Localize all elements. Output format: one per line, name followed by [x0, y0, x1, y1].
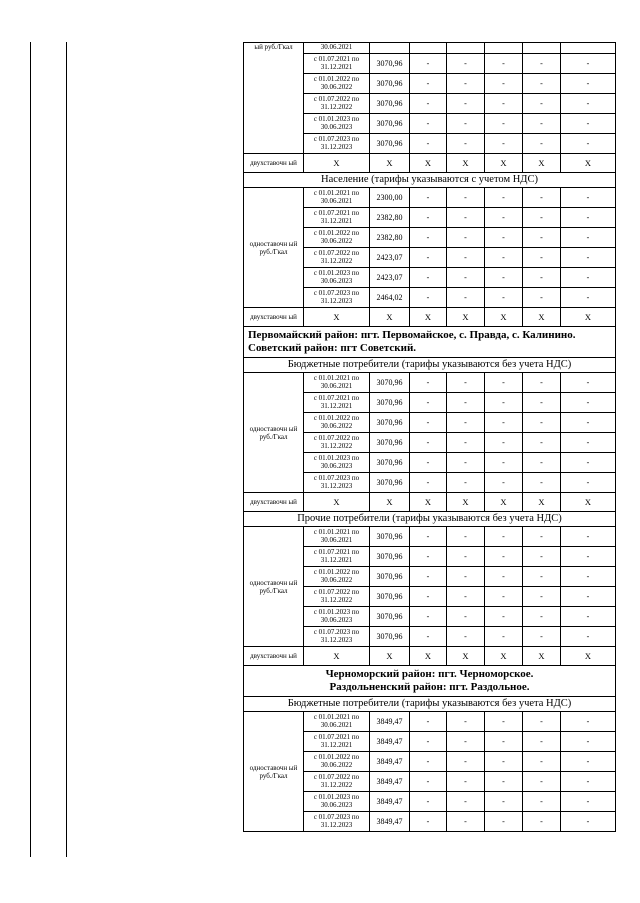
tariff-table	[243, 42, 616, 832]
empty-value-cell: -	[485, 208, 523, 228]
tariff-value-cell: 2423,07	[370, 268, 410, 288]
empty-value-cell: -	[523, 792, 561, 812]
two-rate-row	[244, 308, 616, 327]
empty-value-cell: -	[523, 473, 561, 493]
empty-value-cell: -	[410, 288, 447, 308]
tariff-value-cell: 2423,07	[370, 248, 410, 268]
empty-value-cell: -	[485, 228, 523, 248]
not-applicable-cell: X	[523, 493, 561, 512]
empty-value-cell: -	[447, 134, 485, 154]
empty-value-cell: -	[410, 587, 447, 607]
period-cell: с 01.07.2022 по 31.12.2022	[304, 94, 370, 114]
empty-value-cell: -	[523, 268, 561, 288]
tariff-value-cell: 3070,96	[370, 413, 410, 433]
period-cell: с 01.01.2023 по 30.06.2023	[304, 268, 370, 288]
tariff-value-cell: 3849,47	[370, 772, 410, 792]
not-applicable-cell: X	[447, 154, 485, 173]
district-line: Черноморский район: пгт. Черноморское.	[325, 668, 534, 680]
empty-value-cell: -	[561, 732, 616, 752]
empty-value-cell: -	[485, 288, 523, 308]
not-applicable-cell: X	[561, 647, 616, 666]
empty-value-cell: -	[561, 74, 616, 94]
empty-value-cell: -	[561, 268, 616, 288]
empty-value-cell: -	[410, 712, 447, 732]
not-applicable-cell: X	[561, 308, 616, 327]
not-applicable-cell: X	[304, 154, 370, 173]
empty-value-cell: -	[485, 54, 523, 74]
tariff-value-cell: 3070,96	[370, 473, 410, 493]
empty-value-cell: -	[561, 54, 616, 74]
tariff-table-body	[244, 43, 616, 832]
empty-value-cell: -	[523, 248, 561, 268]
empty-value-cell: -	[561, 772, 616, 792]
empty-value-cell: -	[485, 134, 523, 154]
period-cell: с 01.07.2023 по 31.12.2023	[304, 473, 370, 493]
empty-value-cell: -	[561, 473, 616, 493]
not-applicable-cell: X	[370, 647, 410, 666]
tariff-type-cell: одноставочн ый руб./Гкал	[244, 527, 304, 647]
tariff-value-cell: 3849,47	[370, 752, 410, 772]
empty-value-cell: -	[485, 732, 523, 752]
tariff-value-cell: 3070,96	[370, 527, 410, 547]
consumer-group-header: Бюджетные потребители (тарифы указываются без учета НДС)	[244, 358, 616, 373]
empty-value-cell: -	[523, 587, 561, 607]
empty-value-cell: -	[485, 453, 523, 473]
period-cell: с 01.07.2021 по 31.12.2021	[304, 547, 370, 567]
empty-value-cell: -	[485, 812, 523, 832]
period-cell: с 01.01.2021 по 30.06.2021	[304, 527, 370, 547]
empty-value-cell: -	[523, 812, 561, 832]
table-row	[244, 712, 616, 732]
period-cell: 30.06.2021	[304, 43, 370, 54]
two-rate-row	[244, 647, 616, 666]
empty-value-cell: -	[485, 792, 523, 812]
not-applicable-cell: X	[410, 308, 447, 327]
tariff-value-cell: 3070,96	[370, 54, 410, 74]
empty-value-cell: -	[410, 373, 447, 393]
empty-value-cell: -	[561, 288, 616, 308]
empty-value-cell: -	[447, 527, 485, 547]
empty-value-cell: -	[447, 772, 485, 792]
empty-value-cell: -	[410, 74, 447, 94]
period-cell: с 01.07.2022 по 31.12.2022	[304, 587, 370, 607]
consumer-group-row	[244, 173, 616, 188]
empty-value-cell: -	[485, 567, 523, 587]
empty-value-cell: -	[523, 188, 561, 208]
period-cell: с 01.01.2022 по 30.06.2022	[304, 567, 370, 587]
tariff-value-cell	[370, 43, 410, 54]
empty-value-cell: -	[523, 433, 561, 453]
empty-value-cell: -	[410, 627, 447, 647]
tariff-value-cell: 3070,96	[370, 393, 410, 413]
tariff-type-cell: двухставочн ый	[244, 308, 304, 327]
empty-value-cell: -	[561, 188, 616, 208]
empty-value-cell: -	[561, 433, 616, 453]
period-cell: с 01.07.2022 по 31.12.2022	[304, 433, 370, 453]
empty-value-cell: -	[523, 74, 561, 94]
empty-value-cell: -	[523, 712, 561, 732]
empty-value-cell: -	[410, 393, 447, 413]
empty-value-cell: -	[561, 567, 616, 587]
not-applicable-cell: X	[447, 647, 485, 666]
not-applicable-cell: X	[485, 493, 523, 512]
tariff-value-cell: 3849,47	[370, 792, 410, 812]
consumer-group-row	[244, 358, 616, 373]
consumer-group-row	[244, 697, 616, 712]
empty-value-cell: -	[561, 413, 616, 433]
tariff-type-cell: ый руб./Гкал	[244, 43, 304, 154]
empty-value-cell: -	[447, 413, 485, 433]
empty-value-cell: -	[561, 627, 616, 647]
tariff-type-cell: одноставочн ый руб./Гкал	[244, 373, 304, 493]
empty-value-cell	[410, 43, 447, 54]
empty-value-cell: -	[561, 134, 616, 154]
empty-value-cell: -	[447, 547, 485, 567]
empty-value-cell: -	[485, 712, 523, 732]
tariff-value-cell: 3070,96	[370, 547, 410, 567]
empty-value-cell: -	[410, 433, 447, 453]
empty-value-cell: -	[447, 712, 485, 732]
empty-value-cell: -	[523, 752, 561, 772]
empty-value-cell: -	[561, 547, 616, 567]
tariff-value-cell: 3070,96	[370, 373, 410, 393]
not-applicable-cell: X	[447, 493, 485, 512]
empty-value-cell: -	[447, 268, 485, 288]
empty-value-cell: -	[447, 732, 485, 752]
empty-value-cell: -	[523, 228, 561, 248]
not-applicable-cell: X	[370, 493, 410, 512]
two-rate-row	[244, 154, 616, 173]
not-applicable-cell: X	[304, 493, 370, 512]
not-applicable-cell: X	[304, 308, 370, 327]
empty-value-cell: -	[447, 453, 485, 473]
empty-value-cell: -	[447, 812, 485, 832]
empty-value-cell: -	[447, 473, 485, 493]
empty-value-cell: -	[523, 54, 561, 74]
empty-value-cell: -	[410, 188, 447, 208]
empty-value-cell: -	[447, 248, 485, 268]
empty-value-cell: -	[561, 114, 616, 134]
empty-value-cell: -	[485, 413, 523, 433]
tariff-value-cell: 3070,96	[370, 114, 410, 134]
period-cell: с 01.01.2023 по 30.06.2023	[304, 607, 370, 627]
empty-value-cell: -	[561, 228, 616, 248]
empty-value-cell: -	[410, 752, 447, 772]
tariff-type-cell: одноставочн ый руб./Гкал	[244, 188, 304, 308]
empty-value-cell: -	[523, 732, 561, 752]
empty-value-cell: -	[523, 772, 561, 792]
empty-value-cell: -	[561, 607, 616, 627]
empty-value-cell: -	[410, 228, 447, 248]
empty-value-cell: -	[447, 94, 485, 114]
empty-value-cell: -	[410, 812, 447, 832]
period-cell: с 01.07.2023 по 31.12.2023	[304, 627, 370, 647]
tariff-value-cell: 2382,80	[370, 228, 410, 248]
not-applicable-cell: X	[410, 647, 447, 666]
period-cell: с 01.07.2021 по 31.12.2021	[304, 54, 370, 74]
empty-value-cell: -	[410, 114, 447, 134]
table-row	[244, 188, 616, 208]
empty-value-cell: -	[447, 114, 485, 134]
district-line: Раздольненский район: пгт. Раздольное.	[329, 681, 530, 693]
empty-value-cell: -	[523, 373, 561, 393]
not-applicable-cell: X	[523, 647, 561, 666]
empty-value-cell: -	[485, 248, 523, 268]
empty-value-cell: -	[523, 607, 561, 627]
empty-value-cell	[485, 43, 523, 54]
tariff-value-cell: 3849,47	[370, 812, 410, 832]
tariff-value-cell: 3070,96	[370, 453, 410, 473]
not-applicable-cell: X	[370, 308, 410, 327]
not-applicable-cell: X	[485, 154, 523, 173]
period-cell: с 01.01.2021 по 30.06.2021	[304, 373, 370, 393]
empty-value-cell: -	[523, 527, 561, 547]
empty-value-cell: -	[561, 527, 616, 547]
district-line: Советский район: пгт Советский.	[248, 342, 417, 354]
empty-value-cell: -	[410, 248, 447, 268]
period-cell: с 01.01.2023 по 30.06.2023	[304, 453, 370, 473]
tariff-value-cell: 3070,96	[370, 74, 410, 94]
two-rate-row	[244, 493, 616, 512]
empty-value-cell: -	[447, 587, 485, 607]
empty-value-cell: -	[447, 74, 485, 94]
empty-value-cell: -	[523, 547, 561, 567]
empty-value-cell: -	[410, 453, 447, 473]
empty-value-cell: -	[485, 433, 523, 453]
not-applicable-cell: X	[523, 154, 561, 173]
empty-value-cell: -	[523, 208, 561, 228]
empty-value-cell: -	[447, 228, 485, 248]
not-applicable-cell: X	[561, 154, 616, 173]
empty-value-cell: -	[561, 94, 616, 114]
empty-value-cell: -	[523, 393, 561, 413]
period-cell: с 01.01.2022 по 30.06.2022	[304, 752, 370, 772]
tariff-value-cell: 3070,96	[370, 567, 410, 587]
period-cell: с 01.07.2023 по 31.12.2023	[304, 288, 370, 308]
period-cell: с 01.07.2022 по 31.12.2022	[304, 248, 370, 268]
period-cell: с 01.01.2021 по 30.06.2021	[304, 188, 370, 208]
empty-value-cell: -	[485, 94, 523, 114]
empty-value-cell: -	[523, 288, 561, 308]
empty-value-cell: -	[561, 393, 616, 413]
empty-value-cell: -	[485, 547, 523, 567]
empty-value-cell: -	[561, 373, 616, 393]
empty-value-cell: -	[485, 627, 523, 647]
empty-value-cell: -	[485, 393, 523, 413]
period-cell: с 01.07.2021 по 31.12.2021	[304, 732, 370, 752]
period-cell: с 01.01.2022 по 30.06.2022	[304, 228, 370, 248]
empty-value-cell: -	[447, 188, 485, 208]
not-applicable-cell: X	[370, 154, 410, 173]
empty-value-cell: -	[410, 732, 447, 752]
not-applicable-cell: X	[523, 308, 561, 327]
table-row	[244, 373, 616, 393]
empty-value-cell: -	[410, 268, 447, 288]
table-row	[244, 43, 616, 54]
empty-value-cell: -	[447, 627, 485, 647]
not-applicable-cell: X	[485, 647, 523, 666]
district-row	[244, 666, 616, 697]
empty-value-cell: -	[447, 433, 485, 453]
empty-value-cell: -	[561, 587, 616, 607]
empty-value-cell: -	[485, 772, 523, 792]
empty-value-cell: -	[410, 792, 447, 812]
period-cell: с 01.07.2022 по 31.12.2022	[304, 772, 370, 792]
empty-value-cell: -	[523, 134, 561, 154]
empty-value-cell: -	[523, 413, 561, 433]
empty-value-cell: -	[523, 114, 561, 134]
empty-value-cell: -	[485, 74, 523, 94]
empty-value-cell: -	[485, 114, 523, 134]
consumer-group-row	[244, 512, 616, 527]
district-line: Первомайский район: пгт. Первомайское, с. Правда, с. Калинино.	[248, 329, 576, 341]
empty-value-cell: -	[485, 527, 523, 547]
empty-value-cell: -	[485, 473, 523, 493]
empty-value-cell: -	[410, 54, 447, 74]
not-applicable-cell: X	[410, 154, 447, 173]
empty-value-cell: -	[410, 547, 447, 567]
period-cell: с 01.07.2023 по 31.12.2023	[304, 134, 370, 154]
empty-value-cell: -	[447, 54, 485, 74]
period-cell: с 01.07.2023 по 31.12.2023	[304, 812, 370, 832]
tariff-value-cell: 3070,96	[370, 94, 410, 114]
period-cell: с 01.01.2022 по 30.06.2022	[304, 413, 370, 433]
empty-value-cell: -	[523, 453, 561, 473]
tariff-value-cell: 2464,02	[370, 288, 410, 308]
not-applicable-cell: X	[561, 493, 616, 512]
tariff-value-cell: 3070,96	[370, 433, 410, 453]
table-row	[244, 527, 616, 547]
not-applicable-cell: X	[410, 493, 447, 512]
district-row	[244, 327, 616, 358]
empty-value-cell: -	[410, 473, 447, 493]
empty-value-cell: -	[410, 134, 447, 154]
left-margin-rule-2	[66, 42, 67, 857]
period-cell: с 01.07.2021 по 31.12.2021	[304, 393, 370, 413]
empty-value-cell: -	[447, 393, 485, 413]
left-margin-rule-1	[30, 42, 31, 857]
empty-value-cell: -	[410, 607, 447, 627]
period-cell: с 01.01.2023 по 30.06.2023	[304, 792, 370, 812]
empty-value-cell: -	[561, 208, 616, 228]
tariff-value-cell: 3070,96	[370, 587, 410, 607]
empty-value-cell	[561, 43, 616, 54]
empty-value-cell: -	[485, 373, 523, 393]
empty-value-cell: -	[410, 413, 447, 433]
empty-value-cell: -	[561, 712, 616, 732]
empty-value-cell: -	[410, 567, 447, 587]
empty-value-cell: -	[447, 288, 485, 308]
empty-value-cell: -	[561, 752, 616, 772]
consumer-group-header: Население (тарифы указываются с учетом НДС)	[244, 173, 616, 188]
empty-value-cell: -	[410, 94, 447, 114]
empty-value-cell: -	[447, 607, 485, 627]
tariff-type-cell: двухставочн ый	[244, 647, 304, 666]
tariff-type-cell: одноставочн ый руб./Гкал	[244, 712, 304, 832]
period-cell: с 01.07.2021 по 31.12.2021	[304, 208, 370, 228]
period-cell: с 01.01.2022 по 30.06.2022	[304, 74, 370, 94]
tariff-value-cell: 3070,96	[370, 607, 410, 627]
empty-value-cell: -	[447, 752, 485, 772]
empty-value-cell: -	[485, 268, 523, 288]
tariff-value-cell: 2300,00	[370, 188, 410, 208]
period-cell: с 01.01.2023 по 30.06.2023	[304, 114, 370, 134]
empty-value-cell: -	[523, 94, 561, 114]
tariff-value-cell: 2382,80	[370, 208, 410, 228]
consumer-group-header: Бюджетные потребители (тарифы указываются без учета НДС)	[244, 697, 616, 712]
empty-value-cell: -	[561, 248, 616, 268]
tariff-value-cell: 3849,47	[370, 712, 410, 732]
empty-value-cell	[523, 43, 561, 54]
district-header	[244, 327, 616, 358]
empty-value-cell	[447, 43, 485, 54]
empty-value-cell: -	[447, 567, 485, 587]
not-applicable-cell: X	[304, 647, 370, 666]
empty-value-cell: -	[447, 373, 485, 393]
not-applicable-cell: X	[485, 308, 523, 327]
consumer-group-header: Прочие потребители (тарифы указываются без учета НДС)	[244, 512, 616, 527]
empty-value-cell: -	[561, 453, 616, 473]
empty-value-cell: -	[410, 208, 447, 228]
tariff-type-cell: двухставочн ый	[244, 493, 304, 512]
tariff-value-cell: 3070,96	[370, 134, 410, 154]
empty-value-cell: -	[485, 188, 523, 208]
tariff-type-cell: двухставочн ый	[244, 154, 304, 173]
tariff-value-cell: 3070,96	[370, 627, 410, 647]
empty-value-cell: -	[485, 607, 523, 627]
empty-value-cell: -	[523, 567, 561, 587]
empty-value-cell: -	[523, 627, 561, 647]
empty-value-cell: -	[447, 792, 485, 812]
empty-value-cell: -	[561, 812, 616, 832]
district-header	[244, 666, 616, 697]
not-applicable-cell: X	[447, 308, 485, 327]
period-cell: с 01.01.2021 по 30.06.2021	[304, 712, 370, 732]
tariff-value-cell: 3849,47	[370, 732, 410, 752]
empty-value-cell: -	[561, 792, 616, 812]
empty-value-cell: -	[410, 772, 447, 792]
empty-value-cell: -	[447, 208, 485, 228]
empty-value-cell: -	[485, 752, 523, 772]
empty-value-cell: -	[410, 527, 447, 547]
empty-value-cell: -	[485, 587, 523, 607]
